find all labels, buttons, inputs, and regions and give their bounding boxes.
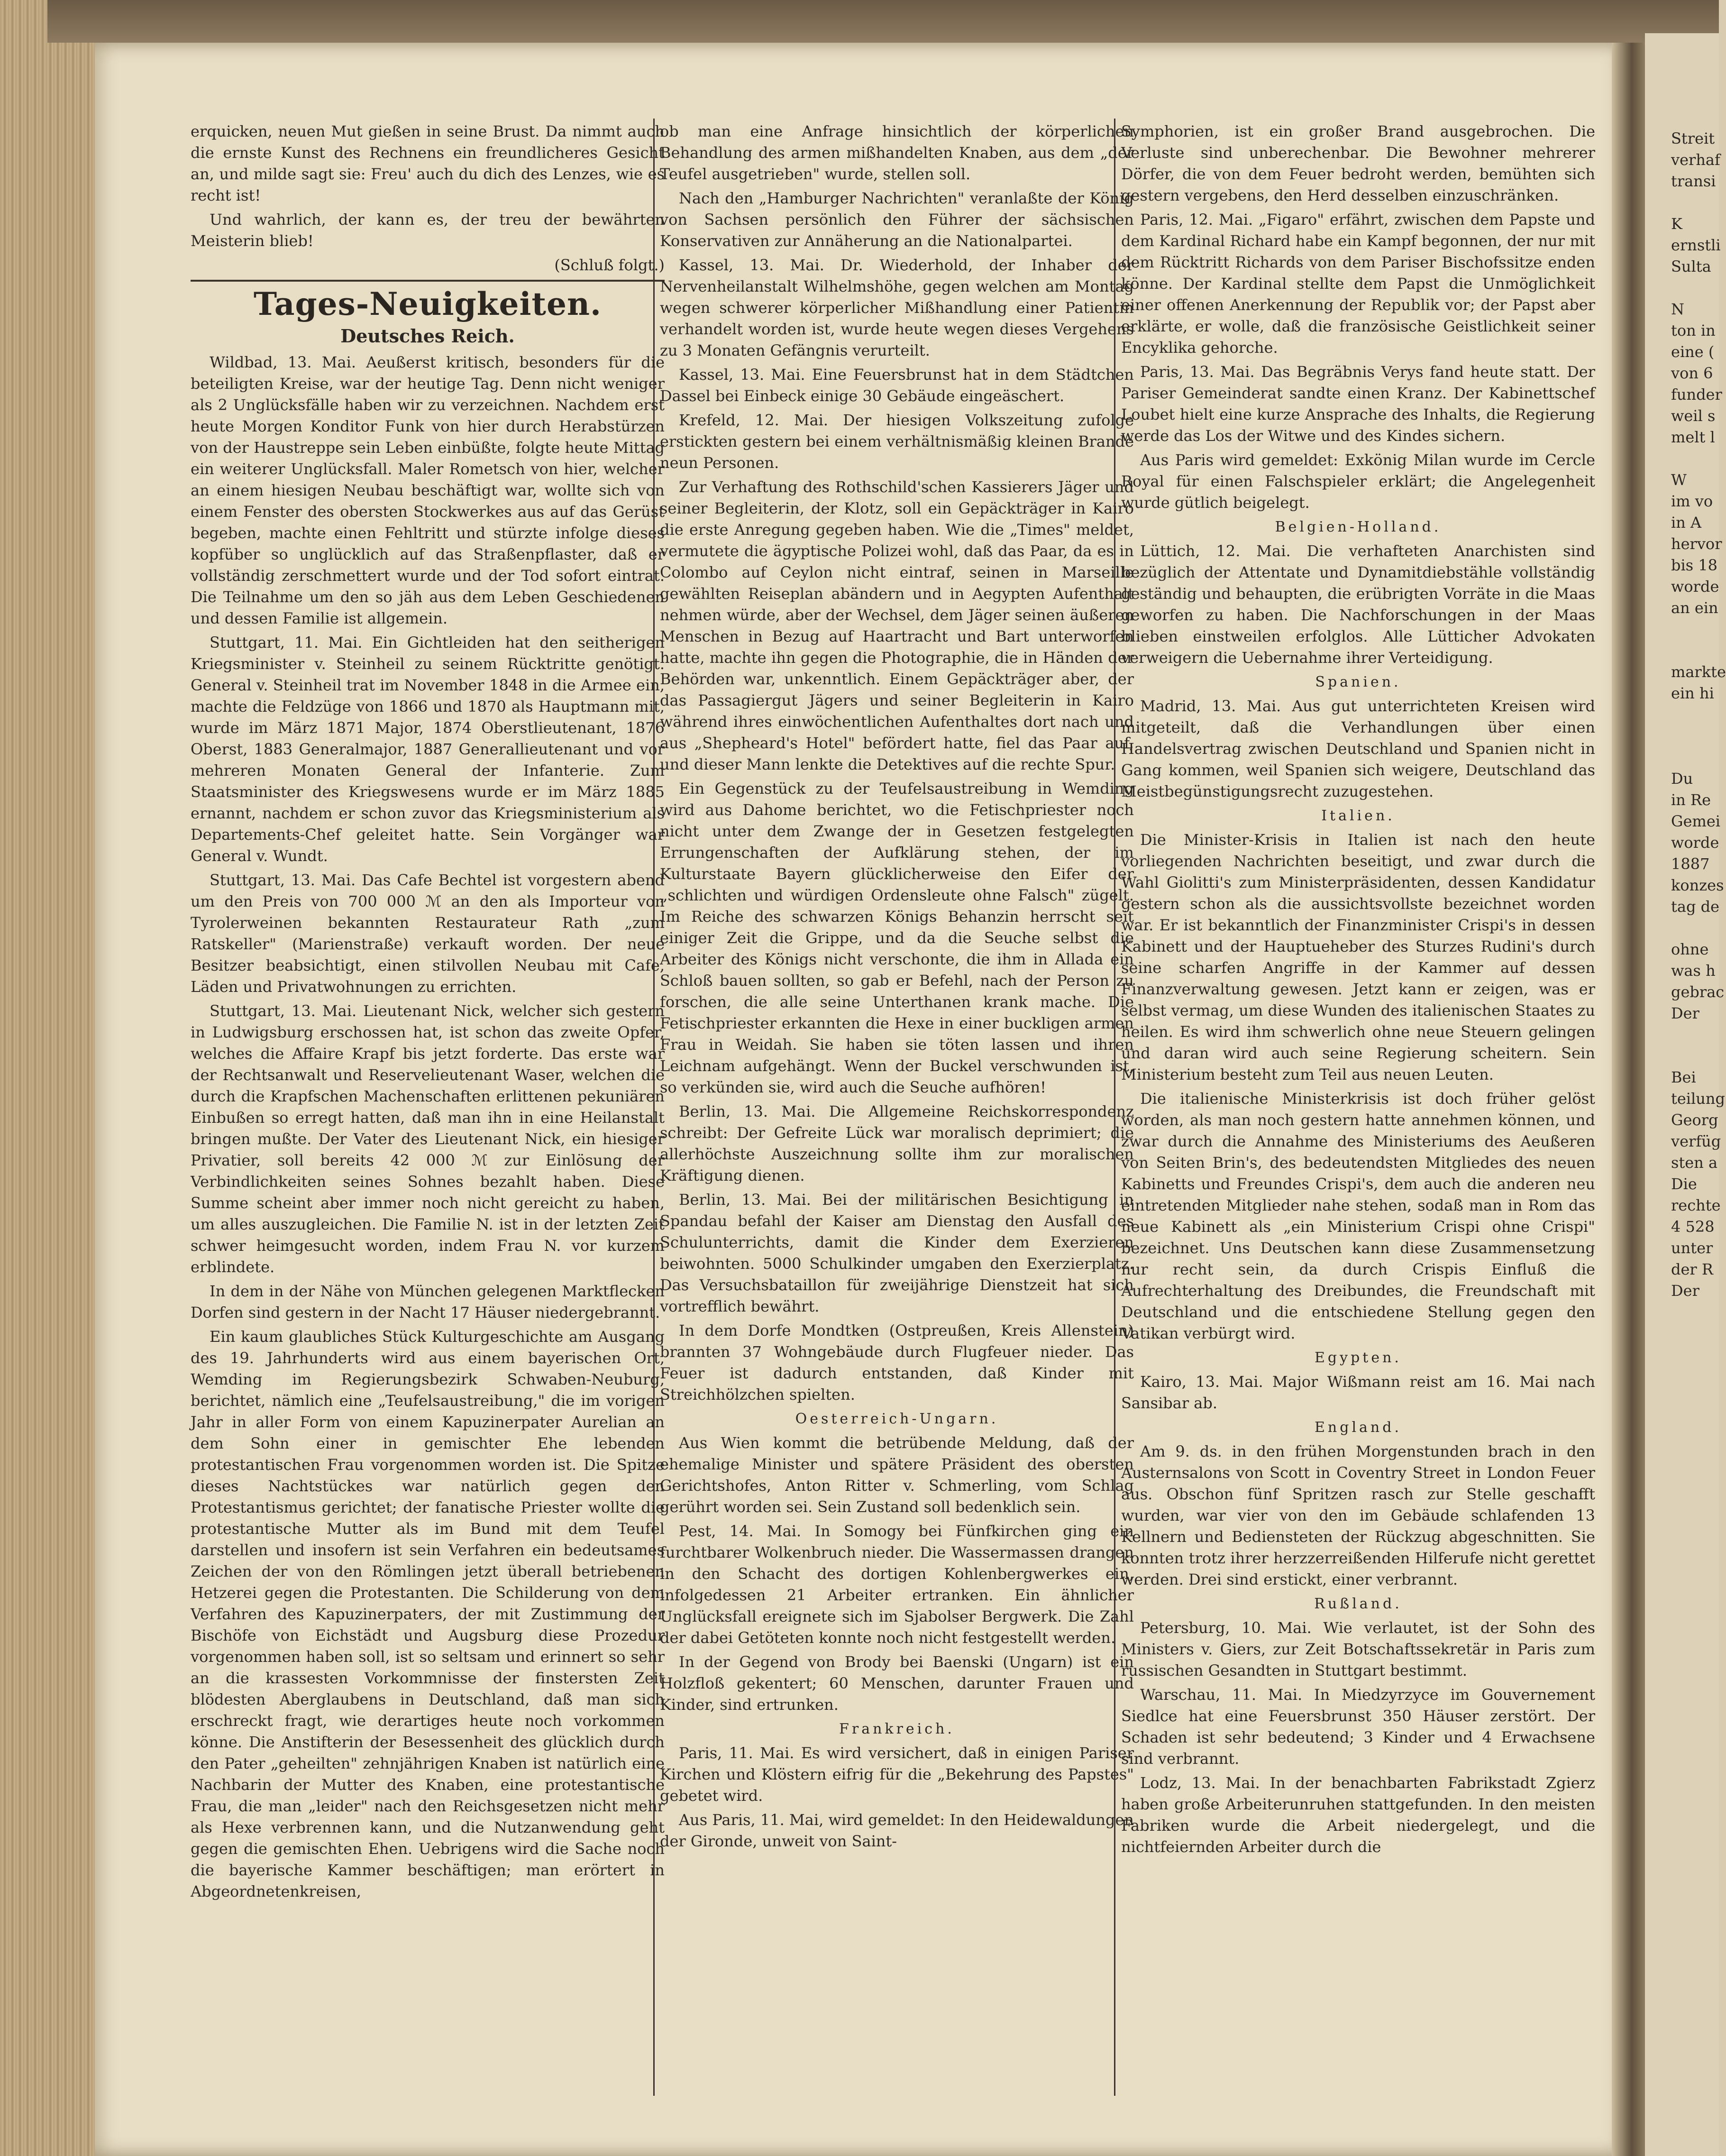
next-page-fragment: ein hi: [1671, 684, 1714, 702]
next-page-fragment: worde: [1671, 834, 1719, 852]
next-page-fragment: was h: [1671, 962, 1716, 980]
next-page-fragment: in A: [1671, 514, 1702, 532]
country-heading-egypt: Egypten.: [1315, 1349, 1402, 1366]
next-page-fragment: verhaf: [1671, 151, 1720, 169]
news-item: Stuttgart, 13. Mai. Lieutenant Nick, welcher sich gestern in Ludwigsburg erschossen hat, ist schon das zweite Opfer, welches die Affaire Krapf bis jetzt forderte. Das erste war der Rechtsanwalt und Reservelieutenant Waser, welchen die durch die Krapfschen Machenschaften erlittenen pekuniären Einbußen so erregt hatten, daß man ihn in eine Heilanstalt bringen mußte. Der Vater des Lieutenant Nick, ein hiesiger Privatier, soll bereits 42 000 ℳ zur Einlösung der Verbindlichkeiten seines Sohnes bezahlt haben. Diese Summe scheint aber immer noch nicht gereicht zu haben, um alles auszugleichen. Die Familie N. ist in der letzten Zeit schwer heimgesucht worden, indem Frau N. vor kurzem erblindete.: [191, 1002, 665, 1276]
next-page-fragment: W: [1671, 471, 1687, 489]
next-page-fragment: eine (: [1671, 343, 1715, 361]
next-page-fragment: [1671, 1046, 1718, 1067]
country-heading-spain: Spanien.: [1315, 674, 1401, 690]
next-page-fragment: ohne: [1671, 940, 1709, 958]
next-page-fragment: [1671, 192, 1718, 213]
news-item: Madrid, 13. Mai. Aus gut unterrichteten Kreisen wird mitgeteilt, daß die Verhandlungen über einen Handelsvertrag zwischen Deutschland und Spanien nicht in Gang kommen, weil Spanien sich weigere, Deutschland das Meistbegünstigungsrecht zuzugestehen.: [1121, 697, 1595, 800]
news-item: Stuttgart, 13. Mai. Das Cafe Bechtel ist vorgestern abend um den Preis von 700 000 ℳ an den als Importeur von Tyrolerweinen bekannten Restaurateur Rath „zum Ratskeller" (Marienstraße) verkauft worden. Der neue Besitzer beabsichtigt, einen stilvollen Neubau mit Cafe, Läden und Privatwohnungen zu errichten.: [191, 871, 665, 996]
next-page-fragment: [1671, 725, 1718, 747]
intro-paragraph: Und wahrlich, der kann es, der treu der bewährten Meisterin blieb!: [191, 211, 665, 250]
news-item: Pest, 14. Mai. In Somogy bei Fünfkirchen ging ein furchtbarer Wolkenbruch nieder. Die Wassermassen drangen in den Schacht des dortigen Kohlenbergwerkes ein, infolgedessen 21 Arbeiter ertranken. Ein ähnlicher Unglücksfall ereignete sich im Sjabolser Bergwerk. Die Zahl der dabei Getöteten konnte noch nicht festgestellt werden.: [660, 1522, 1134, 1647]
next-page-fragment: transi: [1671, 172, 1716, 190]
country-heading-france: Frankreich.: [839, 1721, 955, 1737]
book-page-edges: [0, 0, 95, 2156]
next-page-fragment: 1887: [1671, 855, 1710, 873]
section-masthead: Tages-Neuigkeiten.: [253, 285, 602, 322]
next-page-fragment: markte: [1671, 663, 1726, 681]
next-page-fragment: melt l: [1671, 428, 1715, 446]
next-page-fragment: Georg: [1671, 1111, 1718, 1129]
news-item: Aus Paris, 11. Mai, wird gemeldet: In den Heidewaldungen der Gironde, unweit von Saint-: [660, 1811, 1134, 1850]
news-item: Lüttich, 12. Mai. Die verhafteten Anarchisten sind bezüglich der Attentate und Dynamitdiebstähle vollständig geständig und behaupten, die erübrigten Vorräte in die Maas geworfen zu haben. Die Nachforschungen in der Maas blieben einstweilen erfolglos. Alle Lütticher Advokaten verweigern die Uebernahme ihrer Verteidigung.: [1121, 542, 1595, 667]
news-item: ob man eine Anfrage hinsichtlich der körperlichen Behandlung des armen mißhandelten Knaben, aus dem „der Teufel ausgetrieben" wurde, stellen soll.: [660, 122, 1134, 183]
news-item: Aus Wien kommt die betrübende Meldung, daß der ehemalige Minister und spätere Präsident des obersten Gerichtshofes, Anton Ritter v. Schmerling, vom Schlag gerührt worden sei. Sein Zustand soll bedenklich sein.: [660, 1434, 1134, 1516]
news-item: Nach den „Hamburger Nachrichten" veranlaßte der König von Sachsen persönlich den Führer der sächsischen Konservativen zur Annäherung an die Nationalpartei.: [660, 189, 1134, 250]
divider: [191, 280, 665, 282]
next-page-fragment: Streit: [1671, 129, 1715, 147]
next-page-fragment: gebrac: [1671, 983, 1725, 1001]
next-page-fragment: Du: [1671, 770, 1693, 788]
next-page-fragment: [1671, 917, 1718, 939]
news-item: Am 9. ds. in den frühen Morgenstunden brach in den Austernsalons von Scott in Coventry Street in London Feuer aus. Obschon fünf Spritzen rasch zur Stelle geschafft wurden, war vier von den im Gebäude schlafenden 13 Kellnern und Bediensteten der Rückzug abgeschnitten. Sie konnten trotz ihrer herzzerreißenden Hilferufe nicht gerettet werden. Drei sind erstickt, einer verbrannt.: [1121, 1442, 1595, 1588]
column-2: [660, 121, 1134, 2089]
news-item: In der Gegend von Brody bei Baenski (Ungarn) ist ein Holzfloß gekentert; 60 Menschen, darunter Frauen und Kinder, sind ertrunken.: [660, 1653, 1134, 1714]
next-page-fragment: teilung: [1671, 1090, 1725, 1108]
column-1: [191, 121, 665, 2089]
country-heading-russia: Rußland.: [1314, 1596, 1402, 1612]
news-item: Die Minister-Krisis in Italien ist nach den heute vorliegenden Nachrichten beseitigt, und zwar durch die Wahl Giolitti's zum Ministerpräsidenten, dessen Kandidatur gestern schon als die aussichtsvollste bezeichnet worden war. Er ist bekanntlich der Finanzminister Crispi's in dessen Kabinett und der Hauptueheber des Sturzes Rudini's durch seine scharfen Angriffe in der Kammer auf dessen Finanzverwaltung gewesen. Jetzt kann er zeigen, was er selbst vermag, um diese Wunden des italienischen Staates zu heilen. Es wird ihm schwerlich ohne neue Steuern gelingen und daran wird auch seine Regierung scheitern. Sein Ministerium besteht zum Teil aus neuen Leuten.: [1121, 831, 1595, 1083]
next-page-fragment: sten a: [1671, 1154, 1718, 1172]
column-3: [1121, 121, 1595, 2089]
section-heading: Deutsches Reich.: [340, 325, 515, 347]
next-page-fragment: 4 528: [1671, 1218, 1715, 1236]
next-page-text: [1671, 128, 1726, 1302]
news-item: Paris, 12. Mai. „Figaro" erfährt, zwischen dem Papste und dem Kardinal Richard habe ein Kampf begonnen, der nur mit dem Rücktritt Richards von dem Pariser Bischofssitze enden könne. Der Kardinal stellte dem Papst die Unmöglichkeit einer offenen Anerkennung der Republik vor; der Papst aber erklärte, er wolle, daß die französische Geistlichkeit seiner Encyklika gehorche.: [1121, 211, 1595, 357]
next-page-fragment: konzes: [1671, 876, 1724, 894]
next-page-fragment: weil s: [1671, 407, 1716, 425]
next-page-fragment: [1671, 1024, 1718, 1046]
news-item: Symphorien, ist ein großer Brand ausgebrochen. Die Verluste sind unberechenbar. Die Bewohner mehrerer Dörfer, die von dem Feuer bedroht werden, bemühten sich gestern vergebens, den Herd desselben einzuschränken.: [1121, 122, 1595, 204]
news-item: Paris, 11. Mai. Es wird versichert, daß in einigen Pariser Kirchen und Klöstern eifrig für die „Bekehrung des Papstes" gebetet wird.: [660, 1744, 1134, 1805]
next-page-fragment: ernstli: [1671, 236, 1721, 254]
news-item: Kassel, 13. Mai. Eine Feuersbrunst hat in dem Städtchen Dassel bei Einbeck einige 30 Gebäude eingeäschert.: [660, 366, 1134, 405]
news-item: Kassel, 13. Mai. Dr. Wiederhold, der Inhaber der Nervenheilanstalt Wilhelmshöhe, gegen welchen am Montag wegen schwerer körperlicher Mißhandlung einer Patientin verhandelt worden ist, wurde heute wegen dieses Vergehens zu 3 Monaten Gefängnis verurteilt.: [660, 256, 1134, 359]
intro-paragraph: erquicken, neuen Mut gießen in seine Brust. Da nimmt auch die ernste Kunst des Rechnens ein freundlicheres Gesicht an, und milde sagt sie: Freu' auch du dich des Lenzes, wie es recht ist!: [191, 122, 665, 204]
next-page-fragment: Der: [1671, 1004, 1699, 1022]
next-page-fragment: der R: [1671, 1260, 1713, 1278]
next-page-fragment: Gemei: [1671, 812, 1721, 830]
next-page-fragment: [1671, 619, 1718, 640]
news-item: Kairo, 13. Mai. Major Wißmann reist am 16. Mai nach Sansibar ab.: [1121, 1373, 1595, 1412]
news-item: Berlin, 13. Mai. Bei der militärischen Besichtigung in Spandau befahl der Kaiser am Dienstag den Ausfall des Schulunterrichts, damit die Kinder dem Exerzieren beiwohnten. 5000 Schulkinder umgaben den Exerzierplatz. Das Versuchsbataillon für zweijährige Dienstzeit hat sich vortrefflich bewährt.: [660, 1191, 1134, 1315]
country-heading-belgium: Belgien-Holland.: [1275, 519, 1442, 535]
next-page-fragment: Die: [1671, 1175, 1697, 1193]
next-page-fragment: [1671, 747, 1718, 768]
news-item: Ein Gegenstück zu der Teufelsaustreibung in Wemding wird aus Dahome berichtet, wo die Fetischpriester noch nicht unter dem Zwange der in Gesetzen festgelegten Errungenschaften der Aufklärung stehen, der im Kulturstaate Bayern glücklicherweise den Eifer der „schlichten und würdigen Ordensleute ohne Falsch" zügelt. Im Reiche des schwarzen Königs Behanzin herrscht seit einiger Zeit die Grippe, und da die Seuche selbst die Arbeiter des Königs nicht verschonte, die ihm in Allada ein Schloß bauen sollten, so gab er Befehl, nach der Person zu forschen, die alle seine Unterthanen krank mache. Die Fetischpriester erkannten die Hexe in einer buckligen armen Frau in Weidah. Sie haben sie töten lassen und ihren Leichnam aufgehängt. Wenn der Buckel verschwunden ist, so verkünden sie, wird auch die Seuche aufhören!: [660, 780, 1134, 1096]
next-page-fragment: an ein: [1671, 599, 1718, 617]
news-item: Krefeld, 12. Mai. Der hiesigen Volkszeitung zufolge erstickten gestern bei einem verhältnismäßig kleinen Brande neun Personen.: [660, 411, 1134, 472]
next-page-fragment: K: [1671, 215, 1682, 233]
next-page-fragment: Der: [1671, 1282, 1699, 1300]
next-page-fragment: im vo: [1671, 492, 1713, 510]
news-item: Berlin, 13. Mai. Die Allgemeine Reichskorrespondenz schreibt: Der Gefreite Lück war moralisch deprimiert; die allerhöchste Auszeichnung sollte ihm zur moralischen Kräftigung dienen.: [660, 1102, 1134, 1184]
news-item: In dem Dorfe Mondtken (Ostpreußen, Kreis Allenstein) brannten 37 Wohngebäude durch Flugfeuer nieder. Das Feuer ist dadurch entstanden, daß Kinder mit Streichhölzchen spielten.: [660, 1321, 1134, 1404]
next-page-fragment: hervor: [1671, 535, 1722, 553]
next-page-fragment: ton in: [1671, 321, 1716, 339]
news-item: Aus Paris wird gemeldet: Exkönig Milan wurde im Cercle Royal für einen Falschspieler erklärt; die Angelegenheit wurde gütlich beigelegt.: [1121, 451, 1595, 512]
next-page-fragment: Sulta: [1671, 257, 1711, 275]
country-heading-england: England.: [1315, 1419, 1402, 1436]
next-page-fragment: [1671, 448, 1718, 469]
news-item: Stuttgart, 11. Mai. Ein Gichtleiden hat den seitherigen Kriegsminister v. Steinheil zu seinem Rücktritte genötigt. General v. Steinheil trat im November 1848 in die Armee ein, machte die Feldzüge von 1866 und 1870 als Hauptmann mit, wurde im März 1871 Major, 1874 Oberstlieutenant, 1876 Oberst, 1883 Generalmajor, 1887 Generallieutenant und vor mehreren Monaten General der Infanterie. Zum Staatsminister des Kriegswesens wurde er im März 1885 ernannt, nachdem er schon zuvor das Kriegsministerium als Departements-Chef geleitet hatte. Sein Vorgänger war General v. Wundt.: [191, 633, 665, 865]
news-item: Wildbad, 13. Mai. Aeußerst kritisch, besonders für die beteiligten Kreise, war der heutige Tag. Denn nicht weniger als 2 Unglücksfälle haben wir zu verzeichnen. Nachdem erst heute Morgen Konditor Funk von hier durch Herabstürzen von der Haustreppe sein Leben einbüßte, folgte heute Mittag ein weiterer Unglücksfall. Maler Rometsch von hier, welcher an einem hiesigen Neubau beschäftigt war, wollte sich von einem Fenster des obersten Stockwerkes aus auf das Gerüst begeben, machte einen Fehltritt und stürzte infolge dieses kopfüber so unglücklich auf das Straßenpflaster, daß er vollständig zerschmettert wurde und der Tod sofort eintrat. Die Teilnahme um den so jäh aus dem Leben Geschiedenen und dessen Familie ist allgemein.: [191, 353, 665, 627]
next-page-fragment: in Re: [1671, 791, 1711, 809]
news-item: In dem in der Nähe von München gelegenen Marktflecken Dorfen sind gestern in der Nacht 17 Häuser niedergebrannt.: [191, 1282, 665, 1321]
news-item: Petersburg, 10. Mai. Wie verlautet, ist der Sohn des Ministers v. Giers, zur Zeit Botschaftssekretär in Paris zum russischen Gesandten in Stuttgart bestimmt.: [1121, 1619, 1595, 1679]
next-page-fragment: worde: [1671, 578, 1719, 596]
book-gutter: [1612, 43, 1645, 2156]
next-page-fragment: verfüg: [1671, 1132, 1721, 1150]
news-item: Paris, 13. Mai. Das Begräbnis Verys fand heute statt. Der Pariser Gemeinderat sandte einen Kranz. Der Kabinettschef Loubet hielt eine kurze Ansprache des Inhalts, die Regierung werde das Los der Witwe und des Kindes sichern.: [1121, 363, 1595, 445]
book-binding-top: [47, 0, 1719, 43]
news-item: Ein kaum glaubliches Stück Kulturgeschichte am Ausgang des 19. Jahrhunderts wird aus einem bayerischen Ort, Wemding im Regierungsbezirk Schwaben-Neuburg, berichtet, nämlich eine „Teufelsaustreibung," die im vorigen Jahr in aller Form von einem Kapuzinerpater Aurelian an dem Sohn einer in gemischter Ehe lebenden protestantischen Frau vorgenommen worden ist. Die Spitze dieses Nachtstückes war natürlich gegen den Protestantismus gerichtet; der fanatische Priester wollte die protestantische Mutter als im Bund mit dem Teufel darstellen und insofern ist sein Verfahren ein bedeutsames Zeichen der von den Römlingen jetzt überall betriebenen Hetzerei gegen die Protestanten. Die Schilderung von dem Verfahren des Kapuzinerpaters, der mit Zustimmung der Bischöfe von Eichstädt und Augsburg diese Prozedur vorgenommen haben soll, ist so seltsam und erinnert so sehr an die krassesten Vorkommnisse der finstersten Zeit blödesten Aberglaubens in Deutschland, daß man sich erschreckt fragt, wie derartiges heute noch vorkommen könne. Die Anstifterin der Besessenheit des glücklich durch den Pater „geheilten" zehnjährigen Knaben ist natürlich eine Nachbarin der Mutter des Knaben, eine protestantische Frau, die man „leider" nach den Reichsgesetzen nicht mehr als Hexe verbrennen kann, und die Nutzanwendung geht gegen die gemischten Ehen. Uebrigens wird die Sache noch die bayerische Kammer beschäftigen; man erörtert in Abgeordnetenkreisen,: [191, 1328, 665, 1900]
next-page-fragment: unter: [1671, 1239, 1713, 1257]
next-page-fragment: tag de: [1671, 898, 1720, 916]
next-page-fragment: [1671, 277, 1718, 299]
country-heading-austria: Oesterreich-Ungarn.: [795, 1411, 999, 1427]
next-page-fragment: funder: [1671, 385, 1722, 404]
news-item: Die italienische Ministerkrisis ist doch früher gelöst worden, als man noch gestern hatte annehmen können, und zwar durch die Annahme des Ministeriums des Aeußeren von Seiten Brin's, des bedeutendsten Mitgliedes des neuen Kabinetts und Freundes Crispi's, dem auch die anderen neu eintretenden Mitglieder nahe stehen, sodaß man in Rom das neue Kabinett als „ein Ministerium Crispi ohne Crispi" bezeichnet. Uns Deutschen kann diese Zusammensetzung nur recht sein, da durch Crispis Einfluß die Aufrechterhaltung des Dreibundes, die Freundschaft mit Deutschland und die entschiedene Stellung gegen den Vatikan verbürgt wird.: [1121, 1090, 1595, 1342]
news-item: Lodz, 13. Mai. In der benachbarten Fabrikstadt Zgierz haben große Arbeiterunruhen stattgefunden. In den meisten Fabriken wurde die Arbeit niedergelegt, und die nichtfeiernden Arbeiter durch die: [1121, 1774, 1595, 1856]
next-page-fragment: rechte: [1671, 1196, 1721, 1214]
next-page-fragment: [1671, 640, 1718, 661]
news-item: Warschau, 11. Mai. In Miedzyrzyce im Gouvernement Siedlce hat eine Feuersbrunst 350 Häuser zerstört. Der Schaden ist sehr bedeutend; 3 Kinder und 4 Erwachsene sind verbrannt.: [1121, 1686, 1595, 1768]
next-page-fragment: N: [1671, 300, 1684, 318]
next-page-fragment: Bei: [1671, 1068, 1696, 1086]
country-heading-italy: Italien.: [1321, 807, 1395, 824]
news-item: Zur Verhaftung des Rothschild'schen Kassierers Jäger und seiner Begleiterin, der Klotz, soll ein Gepäckträger in Kairo die erste Anregung gegeben haben. Wie die „Times" meldet, vermutete die ägyptische Polizei wohl, daß das Paar, da es in Colombo auf Ceylon nicht eintraf, seinen in Marseille gewählten Reiseplan abändern und in Aegypten Aufenthalt nehmen würde, aber der Wechsel, dem Jäger seinen äußeren Menschen in Bezug auf Haartracht und Bart unterworfen hatte, machte ihn gegen die Photographie, die in Händen der Behörden war, unkenntlich. Einem Gepäckträger aber, der das Passagiergut Jägers und seiner Begleiterin in Kairo während ihres einwöchentlichen Aufenthaltes dort nach und aus „Shepheard's Hotel" befördert hatte, fiel das Paar auf, und dieser Mann lenkte die Detektives auf die rechte Spur.: [660, 478, 1134, 773]
next-page-fragment: von 6: [1671, 364, 1713, 382]
continuation-note: (Schluß folgt.): [554, 256, 665, 274]
next-page-fragment: bis 18: [1671, 556, 1718, 574]
next-page-fragment: [1671, 704, 1718, 725]
